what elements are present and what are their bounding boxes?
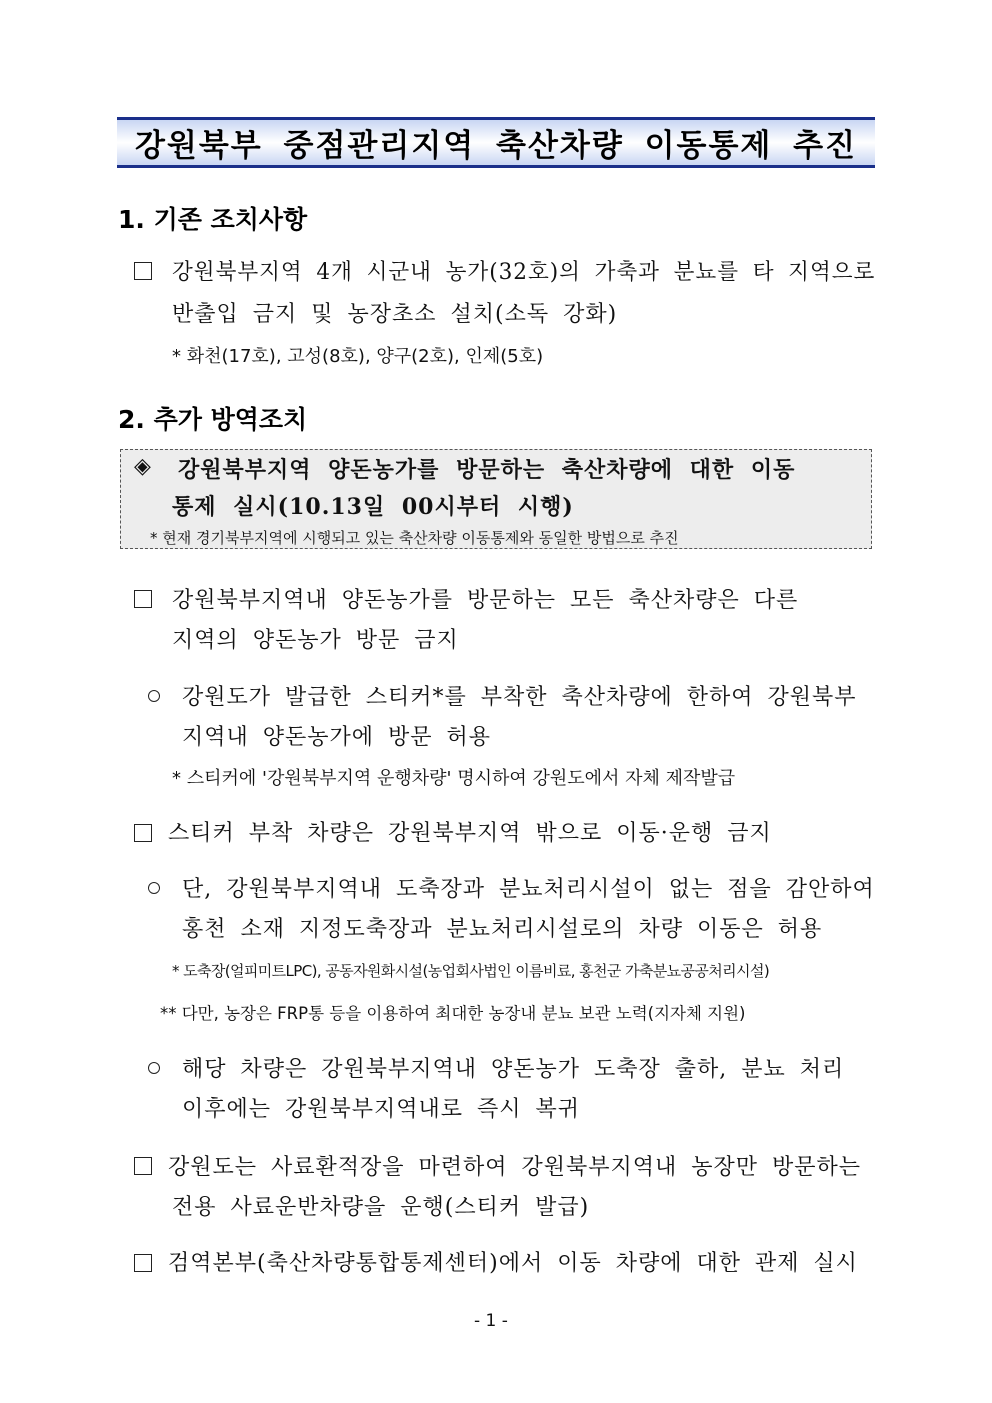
section-2-item-1-line-2: 지역의 양돈농가 방문 금지 xyxy=(172,628,459,653)
title-banner xyxy=(117,117,875,168)
section-2-item-2-line-1: 스티커 부착 차량은 강원북부지역 밖으로 이동·운행 금지 xyxy=(168,821,772,846)
section-2-sub-1-line-2: 지역내 양돈농가에 방문 허용 xyxy=(182,725,492,750)
section-2-sub-2-line-2: 홍천 소재 지정도축장과 분뇨처리시설로의 차량 이동은 허용 xyxy=(182,917,823,942)
page-number: - 1 - xyxy=(474,1311,508,1331)
circle-bullet-icon xyxy=(148,882,160,894)
section-2-sub-1-note: * 스티커에 '강원북부지역 운행차량' 명시하여 강원도에서 자체 제작발급 xyxy=(172,768,736,789)
section-1-heading: 1. 기존 조치사항 xyxy=(118,205,308,234)
section-2-sub-2-note-1: * 도축장(얼피미트LPC), 공동자원화시설(농업회사법인 이름비료, 홍천군 가축분뇨공공처리시설) xyxy=(172,962,770,980)
circle-bullet-icon xyxy=(148,1062,160,1074)
section-2-sub-1-line-1: 강원도가 발급한 스티커*를 부착한 축산차량에 한하여 강원북부 xyxy=(182,685,857,710)
section-2-item-3-line-2: 전용 사료운반차량을 운행(스티커 발급) xyxy=(172,1195,590,1220)
checkbox-square-icon xyxy=(134,1254,152,1272)
section-2-sub-2-note-2: ** 다만, 농장은 FRP통 등을 이용하여 최대한 농장내 분뇨 보관 노력(지자체 지원) xyxy=(160,1004,746,1023)
highlight-note: * 현재 경기북부지역에 시행되고 있는 축산차량 이동통제와 동일한 방법으로 추진 xyxy=(150,529,679,547)
section-2-sub-2-line-1: 단, 강원북부지역내 도축장과 분뇨처리시설이 없는 점을 감안하여 xyxy=(182,877,875,902)
section-2-sub-3-line-2: 이후에는 강원북부지역내로 즉시 복귀 xyxy=(182,1097,581,1122)
diamond-bullet-icon: ◈ xyxy=(134,453,152,479)
section-1-item-line-2: 반출입 금지 및 농장초소 설치(소독 강화) xyxy=(172,302,618,327)
checkbox-square-icon xyxy=(134,262,152,280)
checkbox-square-icon xyxy=(134,590,152,608)
section-2-sub-3-line-1: 해당 차량은 강원북부지역내 양돈농가 도축장 출하, 분뇨 처리 xyxy=(182,1057,845,1082)
checkbox-square-icon xyxy=(134,824,152,842)
section-2-item-4-line-1: 검역본부(축산차량통합통제센터)에서 이동 차량에 대한 관제 실시 xyxy=(168,1251,858,1276)
section-1-item-note: * 화천(17호), 고성(8호), 양구(2호), 인제(5호) xyxy=(172,346,544,367)
checkbox-square-icon xyxy=(134,1157,152,1175)
section-2-heading: 2. 추가 방역조치 xyxy=(118,405,308,434)
section-2-item-1-line-1: 강원북부지역내 양돈농가를 방문하는 모든 축산차량은 다른 xyxy=(172,588,799,613)
highlight-line-1: 강원북부지역 양돈농가를 방문하는 축산차량에 대한 이동 xyxy=(178,457,796,483)
highlight-line-2: 통제 실시(10.13일 00시부터 시행) xyxy=(172,494,574,520)
circle-bullet-icon xyxy=(148,690,160,702)
section-2-item-3-line-1: 강원도는 사료환적장을 마련하여 강원북부지역내 농장만 방문하는 xyxy=(168,1155,862,1180)
page-title: 강원북부 중점관리지역 축산차량 이동통제 추진 xyxy=(134,128,858,164)
section-1-item-line-1: 강원북부지역 4개 시군내 농가(32호)의 가축과 분뇨를 타 지역으로 xyxy=(172,260,876,285)
